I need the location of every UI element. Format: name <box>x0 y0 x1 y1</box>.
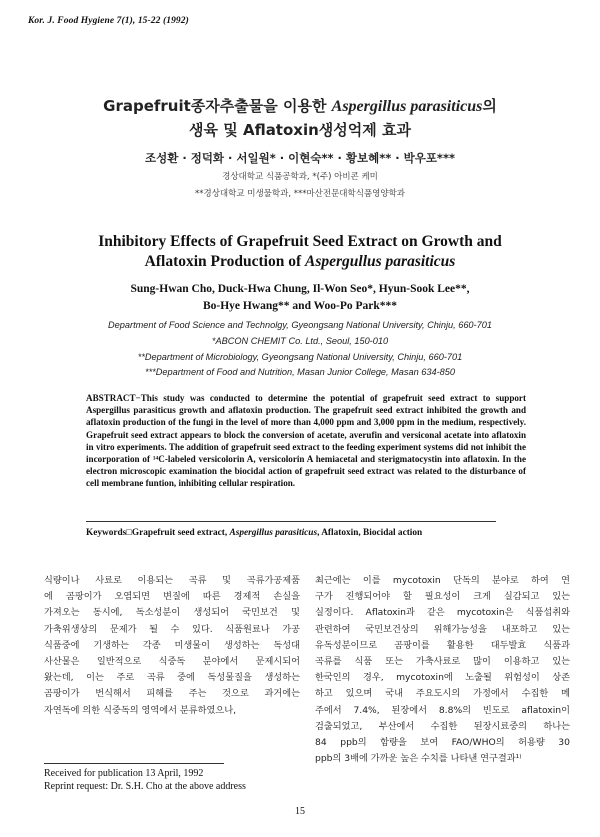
body-text-line: 왔는데, 이는 주로 곡류 중에 독성물질을 생성하는 <box>44 672 300 684</box>
english-title-species: Aspergullus parasiticus <box>305 253 456 270</box>
abstract <box>86 392 526 490</box>
abstract-text: −This study was conducted to determine the potential of grapefruit seed extract to support Aspergillus parasiticus growth and aflatoxin production. The grapefruit seed extract inhibited the growth and aflatoxin production of the fungi in the level of more than 4,000 ppm and 3,000 ppm in the medium, respectively. Grapefruit seed extract appears to block the conversion of acetate, averufin and versiconal acetate into aflatoxin in vitro experiments. The addition of grapefruit seed extract to the feeding experiment systems did not inhibit the incorporation of ¹⁴C-labeled versicolorin A, versicolorin A hemiacetal and sterigmatocystin into aflatoxin. In the electron microscopic examination the biocidal action of grapefruit seed extract was related to the disturbance of cell membrane funtion, inhibiting cellular respiration. <box>86 393 526 489</box>
keywords-text: , Aflatoxin, Biocidal action <box>317 528 423 538</box>
body-text-line: 에 곰팡이가 오염되면 변질에 따른 경제적 손실을 <box>44 591 300 603</box>
abstract-label: ABSTRACT <box>86 393 136 403</box>
body-text-line: 곰팡이가 번식해서 피해를 주는 것으로 과거에는 <box>44 688 300 700</box>
keywords-divider <box>86 521 496 522</box>
korean-authors: 조성환 · 정덕화 · 서일원* · 이현숙** · 황보혜** · 박우포*** <box>145 151 455 165</box>
keywords <box>86 528 526 538</box>
footnote-divider <box>44 763 224 764</box>
korean-affiliation-1: 경상대학교 식품공학과, *(주) 아비콘 케미 <box>222 172 378 182</box>
korean-title-line-1 <box>0 95 600 116</box>
korean-title-part: Grapefruit종자추출물을 이용한 <box>103 97 332 115</box>
keywords-species: Aspergillus parasiticus <box>229 528 318 538</box>
footnote-reprint: Reprint request: Dr. S.H. Cho at the above address <box>44 781 246 792</box>
body-column-left <box>44 573 300 719</box>
korean-affiliation-2: **경상대학교 미생물학과, ***마산전문대학식품영양학과 <box>195 189 405 199</box>
english-authors-line-2: Bo-Hye Hwang** and Woo-Po Park*** <box>202 300 398 312</box>
footnote-received: Received for publication 13 April, 1992 <box>44 768 204 779</box>
keywords-text: Grapefruit seed extract, <box>131 528 230 538</box>
english-title-line-1: Inhibitory Effects of Grapefruit Seed Extract on Growth and <box>98 233 502 250</box>
body-text-line: 사산물은 일반적으로 식중독 분야에서 문제시되어 <box>44 656 300 668</box>
english-affiliation-2: *ABCON CHEMIT Co. Ltd., Seoul, 150-010 <box>211 336 389 346</box>
english-affiliation-1: Department of Food Science and Technolgy, Gyeongsang National University, Chinju, 660-701 <box>108 320 492 330</box>
english-affiliation-3: **Department of Microbiology, Gyeongsang National University, Chinju, 660-701 <box>137 352 463 362</box>
body-column-right <box>315 573 570 767</box>
page-number: 15 <box>295 806 305 817</box>
body-text-line: 주에서 7.4%, 된장에서 8.8%의 빈도로 aflatoxin이 <box>315 704 570 716</box>
body-text-line: 가축위생상의 문제가 될 수 있다. 식품원료나 가공 <box>44 623 300 635</box>
english-affiliation-4: ***Department of Food and Nutrition, Masan Junior College, Masan 634-850 <box>145 367 455 377</box>
body-text-line: 가져오는 동시에, 독소성분이 생성되어 국민보건 및 <box>44 607 300 619</box>
body-text-line: 유독성분이므로 곰팡이를 활용한 대두발효 식품과 <box>315 639 570 651</box>
korean-title-line-2: 생육 및 Aflatoxin생성억제 효과 <box>189 121 411 139</box>
body-text-line: 식량이나 사료로 이용되는 곡류 및 곡류가공제품 <box>44 575 300 586</box>
english-title-line-2 <box>0 253 600 271</box>
body-text-line: 한국인의 경우, mycotoxin에 노출될 위험성이 상존 <box>315 672 570 684</box>
body-text-line: 최근에는 이를 mycotoxin 단독의 분야로 하여 연 <box>315 575 570 586</box>
body-text-line: 관련하여 국민보건상의 위해가능성을 내포하고 있는 <box>315 623 570 635</box>
korean-title-part: 의 <box>482 97 497 115</box>
english-title-part: Aflatoxin Production of <box>144 253 305 270</box>
keywords-label: Keywords□ <box>86 528 132 538</box>
body-text-line: 곡류를 식품 또는 가축사료로 많이 이용하고 있는 <box>315 656 570 668</box>
journal-reference: Kor. J. Food Hygiene 7(1), 15-22 (1992) <box>28 16 189 26</box>
body-text-line: 구가 진행되어야 할 필요성이 크게 실감되고 있는 <box>315 591 570 603</box>
body-text-line: 하고 있으며 국내 주요도시의 가정에서 수집한 메 <box>315 688 570 700</box>
body-text-line: 자연독에 의한 식중독의 영역에서 분류하였으나, <box>44 704 237 716</box>
body-text-line: 검출되었고, 부산에서 수집한 된장시료중의 하나는 <box>315 720 570 732</box>
body-text-line: 식품중에 기생하는 각종 미생물이 생성하는 독성대 <box>44 639 300 651</box>
english-authors-line-1: Sung-Hwan Cho, Duck-Hwa Chung, Il-Won Seo*, Hyun-Sook Lee**, <box>130 283 470 295</box>
korean-title-species: Aspergillus parasiticus <box>331 98 483 115</box>
body-text-line: 실정이다. Aflatoxin과 같은 mycotoxin은 식품섭취와 <box>315 607 570 619</box>
body-text-line: ppb의 3배에 가까운 높은 수치를 나타낸 연구결과¹⁾ <box>315 753 522 765</box>
body-text-line: 84 ppb의 함량을 보여 FAO/WHO의 허용량 30 <box>315 737 570 749</box>
